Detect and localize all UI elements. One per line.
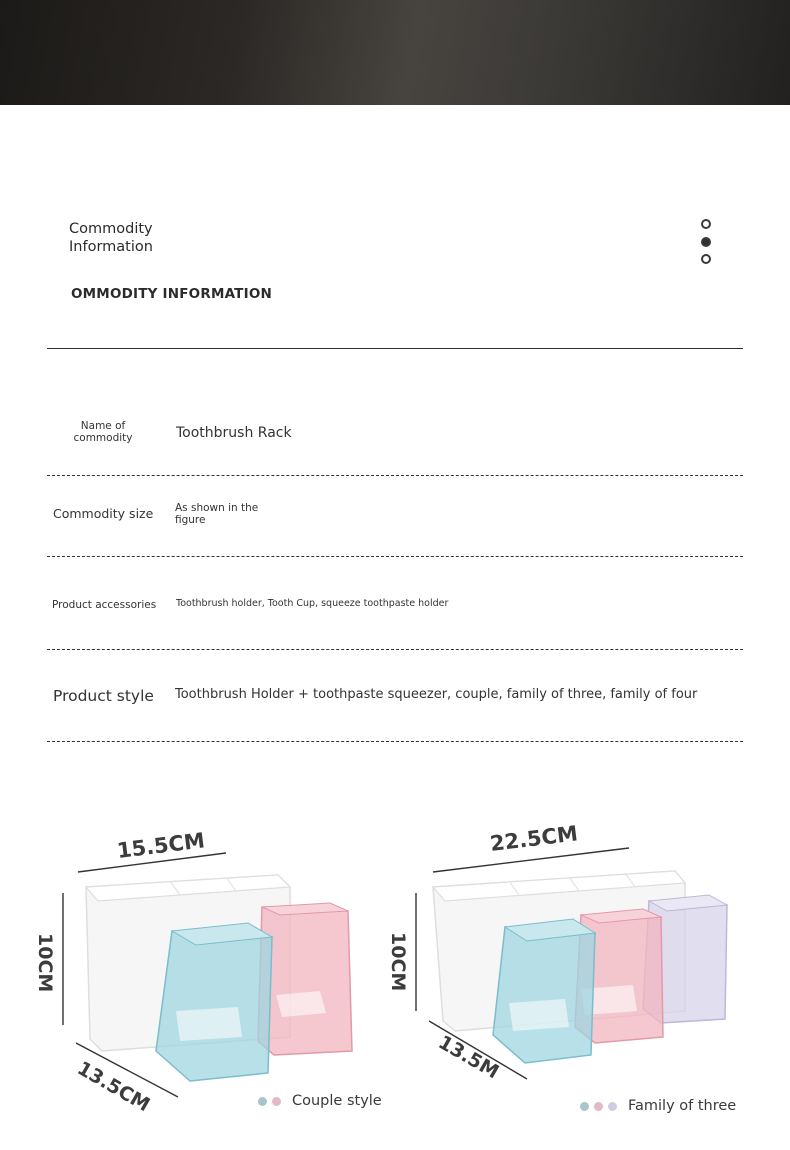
- hero-banner: [0, 0, 790, 105]
- spec-value-size: As shown in the figure: [175, 502, 259, 526]
- couple-style-legend: [258, 1093, 382, 1109]
- spec-label-accessories: Product accessories: [52, 599, 157, 611]
- family-of-three-legend: [580, 1098, 736, 1114]
- couple-width-dimension: 15.5CM: [115, 828, 207, 863]
- blue-cup: [156, 931, 272, 1081]
- family-product-illustration: [385, 815, 745, 1115]
- family-depth-dimension: 13.5M: [434, 1031, 503, 1084]
- row-divider: [47, 741, 743, 742]
- couple-height-dimension: 10CM: [34, 933, 56, 993]
- blue-cup: [493, 927, 595, 1063]
- pager-dot-1[interactable]: [701, 219, 711, 229]
- couple-depth-dimension: 13.5CM: [73, 1057, 154, 1117]
- spec-label-style: Product style: [53, 687, 154, 705]
- row-divider: [47, 649, 743, 650]
- section-divider: [47, 348, 743, 349]
- legend-dot-pink: [594, 1102, 603, 1111]
- pager-dot-2-active[interactable]: [701, 237, 711, 247]
- section-title: Commodity Information: [69, 221, 153, 255]
- legend-dot-lavender: [608, 1102, 617, 1111]
- pink-cup: [258, 907, 352, 1055]
- spec-value-style: Toothbrush Holder + toothpaste squeezer, couple, family of three, family of four: [175, 687, 698, 702]
- family-of-three-label: Family of three: [628, 1098, 737, 1114]
- family-height-dimension: 10CM: [387, 932, 409, 992]
- spec-value-name: Toothbrush Rack: [176, 425, 292, 441]
- spec-value-accessories: Toothbrush holder, Tooth Cup, squeeze toothpaste holder: [176, 598, 449, 609]
- couple-style-label: Couple style: [292, 1093, 382, 1109]
- pager-dot-3[interactable]: [701, 254, 711, 264]
- legend-dot-blue: [580, 1102, 589, 1111]
- family-width-dimension: 22.5CM: [488, 821, 580, 856]
- spec-label-size: Commodity size: [53, 506, 154, 521]
- couple-product-illustration: [30, 815, 390, 1115]
- row-divider: [47, 556, 743, 557]
- legend-dot-pink: [272, 1097, 281, 1106]
- legend-dot-blue: [258, 1097, 267, 1106]
- spec-label-name: Name of commodity: [73, 420, 133, 444]
- row-divider: [47, 475, 743, 476]
- section-subtitle: OMMODITY INFORMATION: [71, 286, 272, 302]
